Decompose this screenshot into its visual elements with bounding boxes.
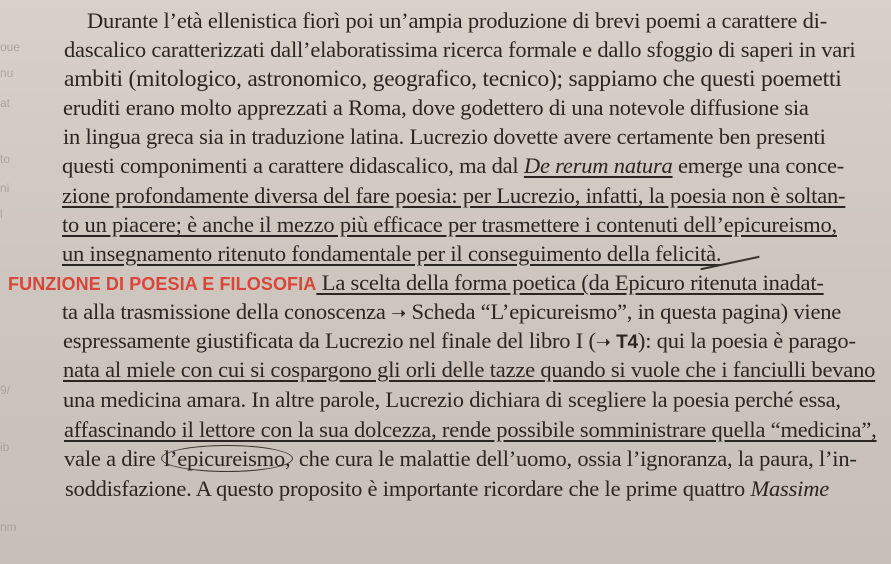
paragraph-line: dascalico caratterizzati dall’elaboratissima ricerca formale e dallo sfoggio di saperi in vari	[64, 37, 856, 62]
paragraph-line	[0, 446, 891, 472]
paragraph-line	[0, 183, 891, 209]
underlined-text: nata al miele con cui si cospargono gli orli delle tazze quando si vuole che i fanciulli bevano	[63, 357, 876, 382]
text-run: che cura le malattie dell’uomo, ossia l’ignoranza, la paura, l’in-	[293, 446, 857, 471]
bleed-text: ni	[0, 181, 10, 195]
paragraph-line: in lingua greca sia in traduzione latina. Lucrezio dovette avere certamente ben presenti	[63, 124, 826, 149]
paragraph-line	[0, 357, 891, 383]
text-reference: T4	[616, 332, 638, 353]
text-run: La scelta della forma poetica (da Epicuro ritenuta inadat-	[316, 270, 824, 295]
underlined-text: affascinando il lettore con la sua dolcezza, rende possibile somministrare quella “medicina”,	[64, 417, 877, 442]
paragraph-line	[0, 299, 891, 325]
circled-word: l’epicureismo,	[161, 445, 294, 472]
paragraph-line	[0, 241, 891, 267]
paragraph-line: ambiti (mitologico, astronomico, geografico, tecnico); sappiamo che questi poemetti	[64, 66, 842, 92]
text-run: espressamente giustificata da Lucrezio nel finale del libro I (	[63, 328, 596, 353]
bleed-text: 9/	[0, 383, 11, 397]
paragraph-line	[0, 270, 891, 296]
paragraph-line	[0, 328, 891, 354]
bleed-text: at	[0, 96, 11, 110]
paragraph-line: Durante l’età ellenistica fiorì poi un’ampia produzione di brevi poemi a carattere di-	[87, 8, 827, 33]
arrow-right-icon: ➝	[391, 303, 407, 324]
text-run: emerge una conce-	[672, 153, 845, 178]
text-run: questi componimenti a carattere didascalico, ma dal	[62, 153, 524, 178]
underlined-text: zione profondamente diversa del fare poesia: per Lucrezio, infatti, la poesia non è soltan-	[62, 183, 846, 208]
bleed-text: ib	[0, 440, 10, 454]
text-run: soddisfazione. A questo proposito è importante ricordare che le prime quattro	[65, 476, 751, 501]
underlined-text: un insegnamento ritenuto fondamentale per il conseguimento della felicità.	[62, 241, 722, 266]
paragraph-line	[0, 212, 891, 238]
italic-title: De rerum natura	[523, 153, 673, 178]
underlined-text: to un piacere; è anche il mezzo più efficace per trasmettere i contenuti dell’epicureismo,	[62, 212, 837, 237]
paragraph-line: una medicina amara. In altre parole, Lucrezio dichiara di scegliere la poesia perché essa,	[63, 387, 841, 412]
paragraph-line	[0, 153, 891, 179]
bleed-text: nu	[0, 66, 14, 80]
text-run: vale a dire	[64, 446, 161, 471]
section-heading: FUNZIONE DI POESIA E FILOSOFIA	[8, 274, 317, 294]
text-run: ta alla trasmissione della conoscenza	[62, 299, 392, 324]
italic-title: Massime	[750, 476, 830, 501]
bleed-text: to	[0, 152, 11, 166]
bleed-text: nm	[0, 520, 17, 534]
text-run: ): qui la poesia è parago-	[637, 328, 856, 353]
text-run: Scheda “L’epicureismo”, in questa pagina) viene	[406, 299, 842, 324]
bleed-text: l	[0, 207, 3, 221]
paragraph-line	[0, 417, 891, 443]
paragraph-line: eruditi erano molto apprezzati a Roma, dove godettero di una notevole diffusione sia	[63, 95, 809, 120]
arrow-right-icon: ➝	[595, 332, 611, 353]
bleed-text: oue	[0, 40, 21, 54]
paragraph-line	[0, 476, 891, 502]
